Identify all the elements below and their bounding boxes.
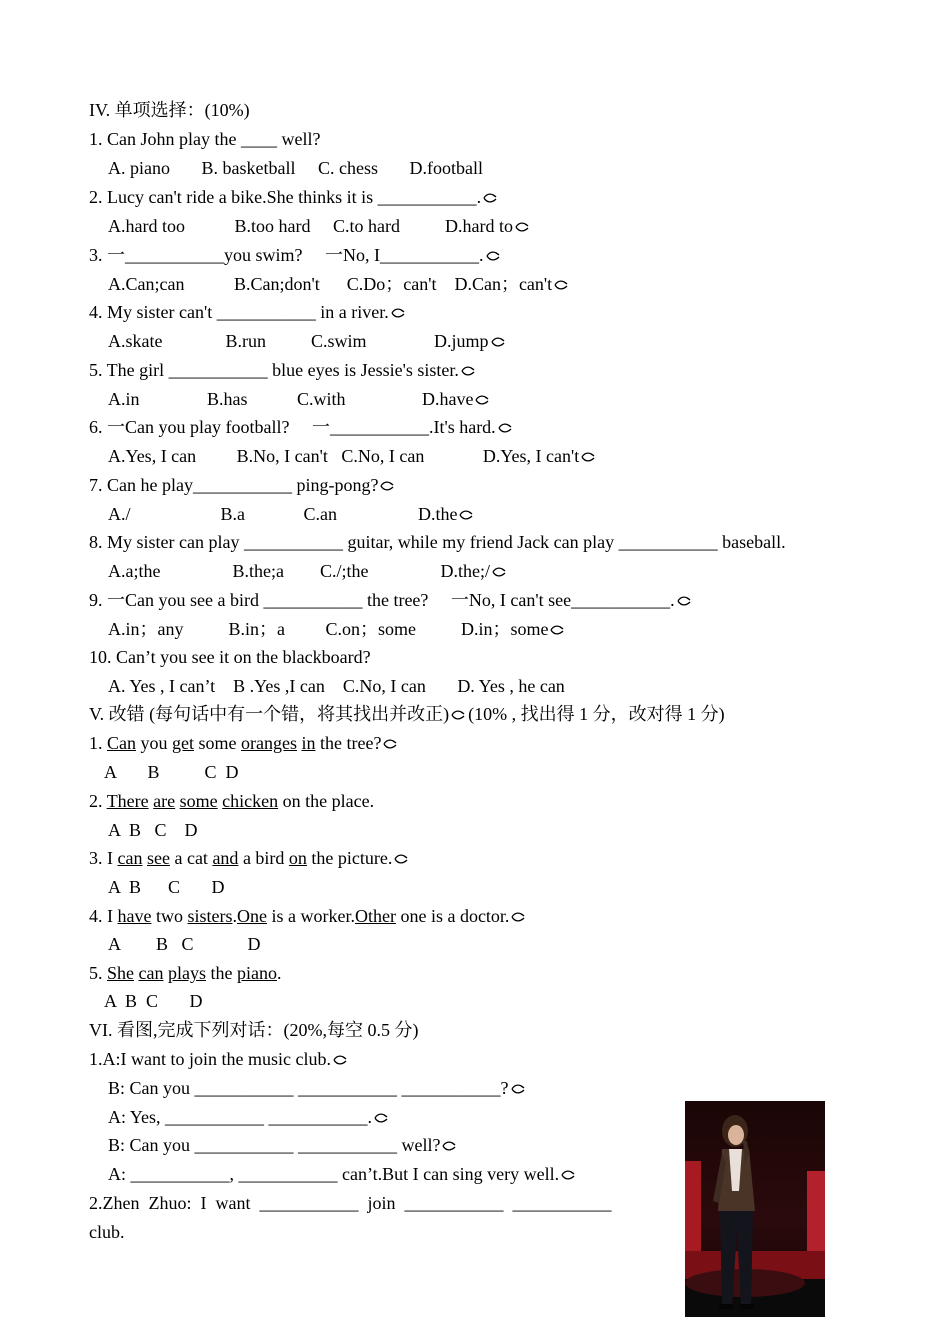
text: (10% , 找出得 1 分，改对得 1 分) xyxy=(468,704,725,724)
options-7 xyxy=(108,503,476,525)
underlined-word: There xyxy=(106,791,149,811)
text: A: ___________, ___________ can’t.But I can sing very well. xyxy=(108,1164,560,1184)
options-1 xyxy=(108,157,483,179)
text: VI. 看图,完成下列对话：(20%,每空 0.5 分) xyxy=(89,1020,419,1040)
question-8 xyxy=(89,531,786,553)
options-3 xyxy=(108,273,571,295)
arrow-mark-icon xyxy=(393,853,411,865)
dialogue-1-b xyxy=(108,1077,528,1099)
text: 2. Lucy can't ride a bike.She thinks it is ___________. xyxy=(89,187,482,207)
text: club. xyxy=(89,1222,125,1242)
arrow-mark-icon xyxy=(390,307,408,319)
dialogue-1-d xyxy=(108,1134,459,1156)
underlined-word: get xyxy=(172,733,194,753)
text: 8. My sister can play ___________ guitar, while my friend Jack can play ___________ baseball. xyxy=(89,532,786,552)
options-2 xyxy=(108,215,532,237)
error-labels-2 xyxy=(108,819,198,841)
underlined-word: are xyxy=(153,791,176,811)
arrow-mark-icon xyxy=(553,279,571,291)
arrow-mark-icon xyxy=(549,624,567,636)
underlined-word: in xyxy=(301,733,316,753)
text: 3. 一___________you swim? 一No, I___________. xyxy=(89,245,484,265)
text: A.hard too B.too hard C.to hard D.hard to xyxy=(108,216,513,236)
underlined-word: some xyxy=(179,791,218,811)
text: V. 改错 (每句话中有一个错，将其找出并改正) xyxy=(89,704,450,724)
text: A. Yes , I can’t B .Yes ,I can C.No, I can D. Yes , he can xyxy=(108,676,565,696)
underlined-word: Can xyxy=(107,733,136,753)
text: A.a;the B.the;a C./;the D.the;/ xyxy=(108,561,490,581)
arrow-mark-icon xyxy=(485,250,503,262)
arrow-mark-icon xyxy=(382,738,400,750)
text: 4. My sister can't ___________ in a river. xyxy=(89,302,389,322)
error-labels-1 xyxy=(104,761,239,783)
arrow-mark-icon xyxy=(580,451,598,463)
error-question-4: 4. I have two sisters.One is a worker.Other one is a doctor. xyxy=(89,905,528,927)
singer-photo xyxy=(685,1101,825,1317)
text: A.skate B.run C.swim D.jump xyxy=(108,331,489,351)
arrow-mark-icon xyxy=(514,221,532,233)
text: A B C D xyxy=(108,934,261,954)
arrow-mark-icon xyxy=(460,365,478,377)
text: A.Yes, I can B.No, I can't C.No, I can D.Yes, I can't xyxy=(108,446,580,466)
arrow-mark-icon xyxy=(510,1083,528,1095)
text: A./ B.a C.an D.the xyxy=(108,504,458,524)
question-2 xyxy=(89,186,500,208)
question-5 xyxy=(89,359,478,381)
arrow-mark-icon xyxy=(458,509,476,521)
dialogue-1-c xyxy=(108,1106,391,1128)
options-6 xyxy=(108,445,598,467)
underlined-word: have xyxy=(117,906,152,926)
question-1 xyxy=(89,128,320,150)
underlined-word: piano xyxy=(236,963,277,983)
question-6 xyxy=(89,416,515,438)
options-9 xyxy=(108,618,567,640)
arrow-mark-icon xyxy=(676,595,694,607)
dialogue-1-a xyxy=(89,1048,350,1070)
arrow-mark-icon xyxy=(450,709,468,721)
text: 10. Can’t you see it on the blackboard? xyxy=(89,647,371,667)
options-10 xyxy=(108,675,565,697)
question-3 xyxy=(89,244,503,266)
text: A.in；any B.in；a C.on；some D.in；some xyxy=(108,619,549,639)
text: A B C D xyxy=(104,762,239,782)
error-question-2: 2. There are some chicken on the place. xyxy=(89,791,375,811)
underlined-word: Other xyxy=(354,906,396,926)
error-question-1: 1. Can you get some oranges in the tree? xyxy=(89,732,400,754)
text: A. piano B. basketball C. chess D.football xyxy=(108,158,483,178)
error-question-5: 5. She can plays the piano. xyxy=(89,963,282,983)
text: IV. 单项选择：(10%) xyxy=(89,100,250,120)
underlined-word: see xyxy=(146,848,170,868)
text: A B C D xyxy=(108,877,225,897)
underlined-word: oranges xyxy=(241,733,297,753)
question-7 xyxy=(89,474,397,496)
text: 9. 一Can you see a bird ___________ the tree? 一No, I can't see___________. xyxy=(89,590,675,610)
text: 7. Can he play___________ ping-pong? xyxy=(89,475,379,495)
error-labels-4 xyxy=(108,933,261,955)
question-4 xyxy=(89,301,408,323)
arrow-mark-icon xyxy=(474,394,492,406)
underlined-word: can xyxy=(138,963,164,983)
options-4 xyxy=(108,330,508,352)
text: 5. The girl ___________ blue eyes is Jessie's sister. xyxy=(89,360,459,380)
text: 1. Can John play the ____ well? xyxy=(89,129,321,149)
error-labels-3 xyxy=(108,876,225,898)
arrow-mark-icon xyxy=(373,1112,391,1124)
text: 2.Zhen Zhuo: I want ___________ join ___________ ___________ xyxy=(89,1193,612,1213)
text: A.in B.has C.with D.have xyxy=(108,389,474,409)
underlined-word: can xyxy=(117,848,143,868)
options-8 xyxy=(108,560,509,582)
arrow-mark-icon xyxy=(379,480,397,492)
underlined-word: chicken xyxy=(222,791,279,811)
arrow-mark-icon xyxy=(490,336,508,348)
error-question-3: 3. I can see a cat and a bird on the picture. xyxy=(89,847,411,869)
error-labels-5 xyxy=(104,990,203,1012)
question-10 xyxy=(89,646,371,668)
underlined-word: plays xyxy=(167,963,206,983)
options-5 xyxy=(108,388,492,410)
underlined-word: on xyxy=(288,848,307,868)
underlined-word: sisters xyxy=(187,906,233,926)
text: 1.A:I want to join the music club. xyxy=(89,1049,331,1069)
text: A B C D xyxy=(108,820,198,840)
text: B: Can you ___________ ___________ well? xyxy=(108,1135,441,1155)
text: 6. 一Can you play football? 一___________.It's hard. xyxy=(89,417,496,437)
text: A: Yes, ___________ ___________. xyxy=(108,1107,373,1127)
arrow-mark-icon xyxy=(497,422,515,434)
arrow-mark-icon xyxy=(332,1054,350,1066)
underlined-word: and xyxy=(212,848,239,868)
section-iv-title xyxy=(89,99,250,121)
underlined-word: One xyxy=(236,906,267,926)
question-9 xyxy=(89,589,694,611)
section-v-title xyxy=(89,703,725,725)
section-vi-title xyxy=(89,1019,418,1041)
arrow-mark-icon xyxy=(491,566,509,578)
dialogue-2-end xyxy=(89,1221,125,1243)
text: A.Can;can B.Can;don't C.Do；can't D.Can；can't xyxy=(108,274,553,294)
dialogue-1-e xyxy=(108,1163,578,1185)
arrow-mark-icon xyxy=(482,192,500,204)
arrow-mark-icon xyxy=(560,1169,578,1181)
text: B: Can you ___________ ___________ ___________? xyxy=(108,1078,509,1098)
arrow-mark-icon xyxy=(441,1140,459,1152)
dialogue-2 xyxy=(89,1192,611,1214)
text: A B C D xyxy=(104,991,203,1011)
underlined-word: She xyxy=(107,963,134,983)
arrow-mark-icon xyxy=(510,911,528,923)
